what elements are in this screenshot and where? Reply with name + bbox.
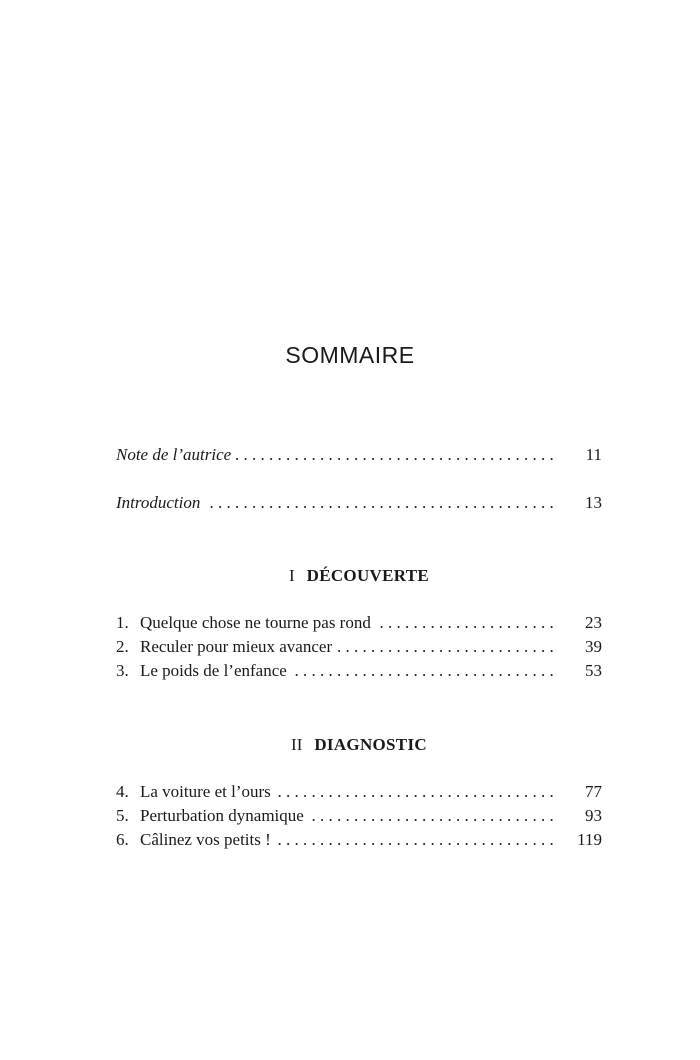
- toc-entry-page: 93: [585, 806, 602, 825]
- table-of-contents: [116, 0, 602, 1060]
- toc-entry-page: 77: [585, 782, 602, 801]
- toc-entry-chapter-4[interactable]: [116, 779, 602, 805]
- toc-entry-page: 119: [577, 830, 602, 849]
- toc-entry-page: 39: [585, 637, 602, 656]
- toc-entry-page: 13: [585, 493, 602, 512]
- toc-entry-chapter-2[interactable]: [116, 634, 602, 660]
- chapter-title: La voiture et l’ours: [140, 782, 271, 801]
- toc-entry-label: Introduction: [116, 493, 204, 512]
- chapter-title: Quelque chose ne tourne pas rond: [140, 613, 371, 632]
- chapter-number: 6.: [116, 830, 129, 849]
- chapter-number: 3.: [116, 661, 129, 680]
- chapter-title: Câlinez vos petits !: [140, 830, 271, 849]
- toc-entry-chapter-6[interactable]: [116, 827, 602, 853]
- toc-entry-chapter-5[interactable]: [116, 803, 602, 829]
- page-title: SOMMAIRE: [285, 342, 415, 368]
- part-heading-2: [116, 732, 602, 758]
- toc-entry-label: Note de l’autrice: [116, 445, 235, 464]
- part-heading-1: [116, 563, 602, 589]
- toc-entry-page: 23: [585, 613, 602, 632]
- chapter-title: Perturbation dynamique: [140, 806, 304, 825]
- toc-entry-introduction[interactable]: [116, 490, 602, 516]
- toc-entry-page: 53: [585, 661, 602, 680]
- chapter-number: 1.: [116, 613, 129, 632]
- chapter-title: Reculer pour mieux avancer: [140, 637, 333, 656]
- part-title: DIAGNOSTIC: [314, 735, 427, 754]
- part-numeral: I: [288, 566, 295, 585]
- part-title: DÉCOUVERTE: [306, 566, 430, 585]
- chapter-number: 5.: [116, 806, 129, 825]
- chapter-number: 4.: [116, 782, 129, 801]
- part-numeral: II: [291, 735, 303, 754]
- toc-entry-chapter-3[interactable]: [116, 658, 602, 684]
- chapter-number: 2.: [116, 637, 129, 656]
- toc-entry-chapter-1[interactable]: [116, 610, 602, 636]
- chapter-title: Le poids de l’enfance: [140, 661, 287, 680]
- toc-entry-note[interactable]: [116, 442, 602, 468]
- toc-entry-page: 11: [585, 445, 602, 464]
